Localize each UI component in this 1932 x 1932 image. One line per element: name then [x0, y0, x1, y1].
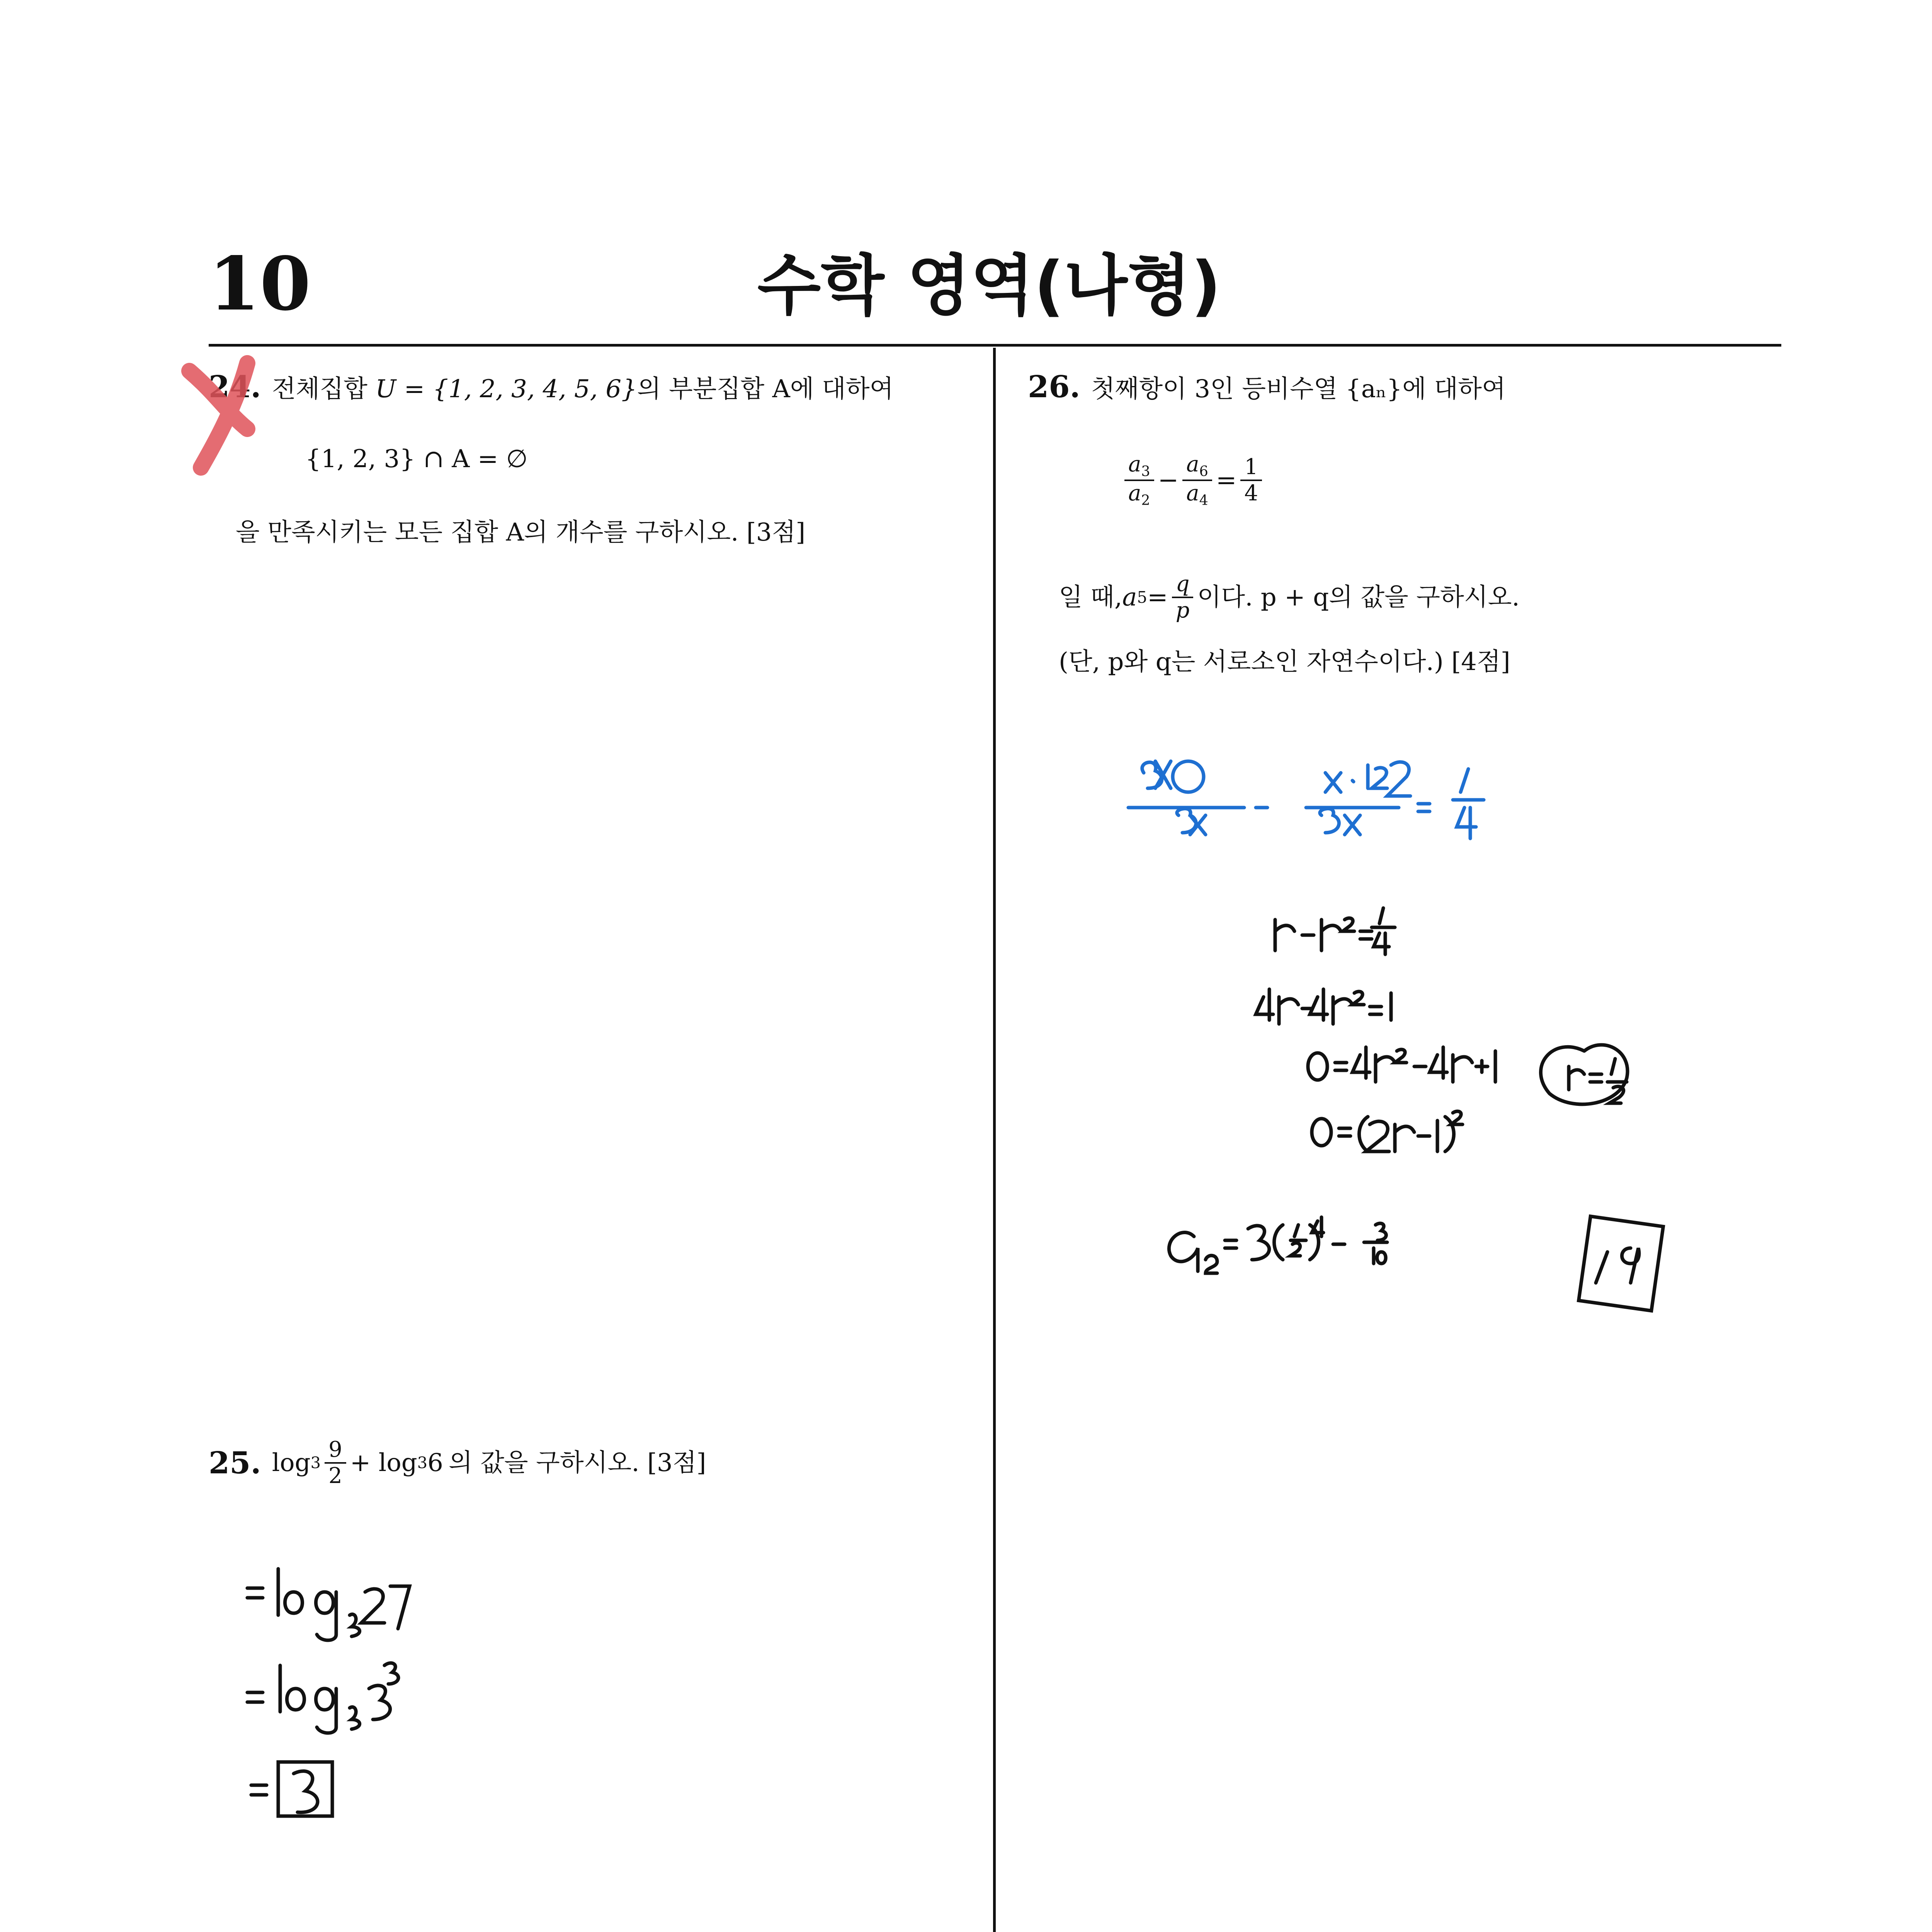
equation-fraction-one-quarter: $\frac{1}{4}$	[1240, 455, 1262, 506]
question-26-line3: 일 때, a 5 = $\frac{q}{p}$ 이다. p + q의 값을 구하시오.	[1059, 571, 1520, 623]
question-26-number: 26.	[1028, 369, 1080, 405]
q25-handwritten-work	[247, 1569, 410, 1816]
question-24-number: 24.	[209, 369, 261, 405]
question-24-line3: 을 만족시키는 모든 집합 A의 개수를 구하시오. [3점]	[236, 518, 806, 547]
page-number: 10	[209, 241, 311, 327]
equation-fraction-a3-a2: $\frac{a_3}{a_2}$	[1124, 452, 1154, 509]
question-26-q-over-p: $\frac{q}{p}$	[1172, 572, 1194, 623]
question-25-number: 25.	[209, 1445, 261, 1481]
q26-black-work	[1169, 908, 1663, 1311]
question-25-fraction: $\frac{9}{2}$	[325, 1437, 346, 1489]
question-24-line1: 24. 전체집합 U = {1, 2, 3, 4, 5, 6}의 부분집합 A에 대하여	[209, 369, 894, 405]
question-24-condition: {1, 2, 3} ∩ A = ∅	[305, 445, 528, 473]
question-26-line4: (단, p와 q는 서로소인 자연수이다.) [4점]	[1059, 648, 1510, 676]
q26-blue-work	[1128, 761, 1484, 838]
equation-fraction-a6-a4: $\frac{a_6}{a_4}$	[1182, 452, 1212, 509]
wrong-mark-icon	[189, 363, 247, 468]
question-26-line1: 26. 첫째항이 3인 등비수열 {aₙ}에 대하여	[1028, 369, 1506, 405]
page-title: 수학 영역(나형)	[757, 248, 1221, 324]
question-26-equation: $\frac{a_3}{a_2}$ − $\frac{a_6}{a_4}$ = $\frac{1}{4}$	[1121, 452, 1266, 509]
question-25: 25. log 3 $\frac{9}{2}$ + log 3 6 의 값을 구하시오. [3점]	[209, 1437, 706, 1489]
